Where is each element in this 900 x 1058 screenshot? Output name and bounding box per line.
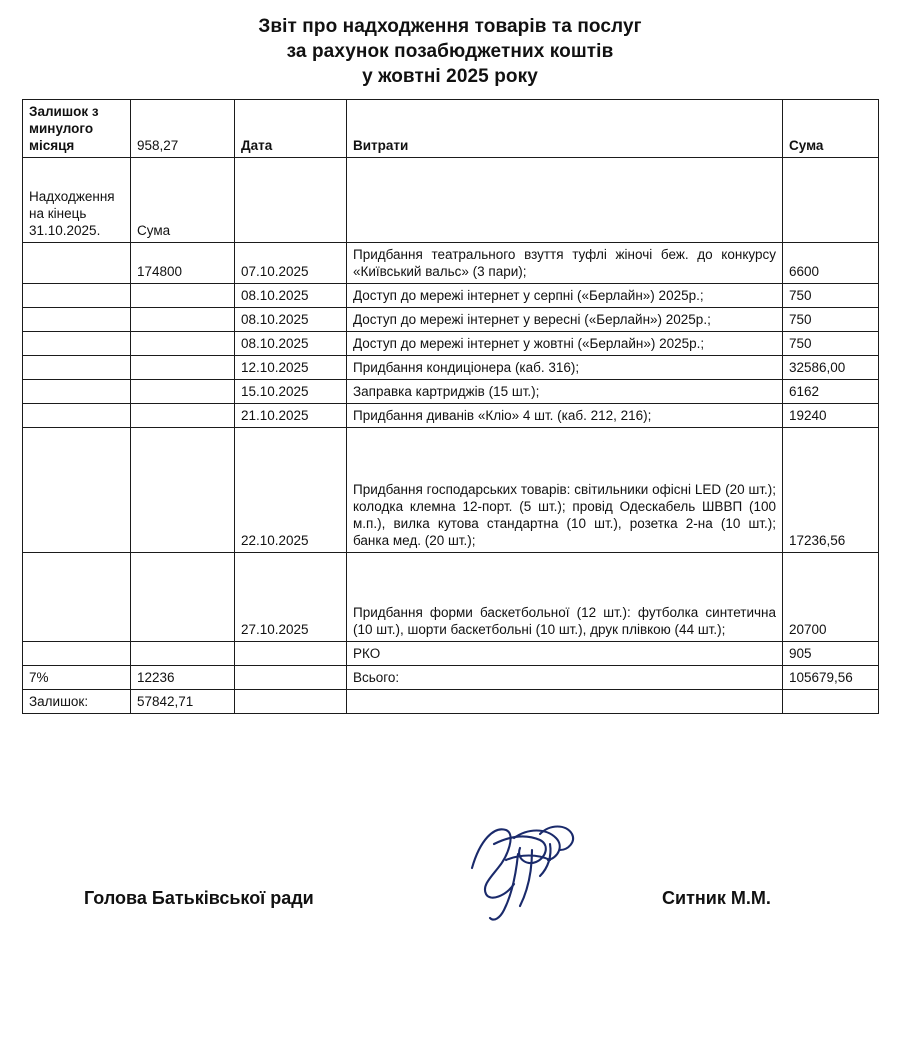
row-col-b bbox=[131, 428, 235, 553]
row-date bbox=[235, 642, 347, 666]
signature-name: Ситник М.М. bbox=[662, 888, 771, 908]
row-col-a bbox=[23, 404, 131, 428]
table-totals-row bbox=[23, 666, 879, 690]
table-row bbox=[23, 380, 879, 404]
row-date: 08.10.2025 bbox=[235, 308, 347, 332]
table-row bbox=[23, 404, 879, 428]
header-balance-prev-label: Залишок з минулого місяця bbox=[23, 100, 131, 158]
title-line-2: за рахунок позабюджетних коштів bbox=[286, 41, 614, 62]
header-balance-prev-value: 958,27 bbox=[131, 100, 235, 158]
report-table bbox=[22, 99, 879, 714]
header-expenses-label: Витрати bbox=[347, 100, 783, 158]
table-header-row bbox=[23, 100, 879, 158]
row-expense: Заправка картриджів (15 шт.); bbox=[347, 380, 783, 404]
table-balance-row bbox=[23, 690, 879, 714]
row-col-b bbox=[131, 404, 235, 428]
row-col-b bbox=[131, 284, 235, 308]
row-col-a bbox=[23, 356, 131, 380]
row-expense: Придбання форми баскетбольної (12 шт.): футболка синтетична (10 шт.), шорти баскетбольні (10 шт.), друк плівкою (44 шт.); bbox=[347, 553, 783, 642]
row-date: 12.10.2025 bbox=[235, 356, 347, 380]
row-sum: 19240 bbox=[783, 404, 879, 428]
balance-label: Залишок: bbox=[23, 690, 131, 714]
row-col-a bbox=[23, 284, 131, 308]
row-expense: Придбання кондиціонера (каб. 316); bbox=[347, 356, 783, 380]
row-sum: 905 bbox=[783, 642, 879, 666]
row-sum: 750 bbox=[783, 332, 879, 356]
row-expense: Доступ до мережі інтернет у вересні («Берлайн») 2025р.; bbox=[347, 308, 783, 332]
row-sum: 6162 bbox=[783, 380, 879, 404]
totals-empty-date bbox=[235, 666, 347, 690]
row-col-b: 174800 bbox=[131, 243, 235, 284]
balance-empty-sum bbox=[783, 690, 879, 714]
signature-block bbox=[22, 810, 878, 930]
header-income-label: Надходження на кінець 31.10.2025. bbox=[23, 158, 131, 243]
table-row bbox=[23, 356, 879, 380]
table-row bbox=[23, 642, 879, 666]
row-col-a bbox=[23, 243, 131, 284]
row-col-a bbox=[23, 553, 131, 642]
title-line-1: Звіт про надходження товарів та послуг bbox=[258, 16, 642, 37]
row-col-b bbox=[131, 308, 235, 332]
table-row bbox=[23, 332, 879, 356]
header-income-sum-label: Сума bbox=[131, 158, 235, 243]
row-date: 22.10.2025 bbox=[235, 428, 347, 553]
row-date: 21.10.2025 bbox=[235, 404, 347, 428]
row-col-a bbox=[23, 308, 131, 332]
table-row bbox=[23, 243, 879, 284]
row-sum: 32586,00 bbox=[783, 356, 879, 380]
row-col-a bbox=[23, 428, 131, 553]
row-sum: 750 bbox=[783, 284, 879, 308]
total-label: Всього: bbox=[347, 666, 783, 690]
table-row bbox=[23, 308, 879, 332]
table-row bbox=[23, 428, 879, 553]
header-date-label: Дата bbox=[235, 100, 347, 158]
percent-label: 7% bbox=[23, 666, 131, 690]
row-expense: Придбання театрального взуття туфлі жіночі беж. до конкурсу «Київський вальс» (3 пари); bbox=[347, 243, 783, 284]
row-date: 07.10.2025 bbox=[235, 243, 347, 284]
row-expense: Доступ до мережі інтернет у серпні («Берлайн») 2025р.; bbox=[347, 284, 783, 308]
empty-cell-date bbox=[235, 158, 347, 243]
row-col-a bbox=[23, 642, 131, 666]
row-col-b bbox=[131, 332, 235, 356]
balance-empty-date bbox=[235, 690, 347, 714]
table-row bbox=[23, 553, 879, 642]
page-title bbox=[22, 14, 878, 89]
row-col-b bbox=[131, 380, 235, 404]
header-sum-label: Сума bbox=[783, 100, 879, 158]
row-expense: Доступ до мережі інтернет у жовтні («Берлайн») 2025р.; bbox=[347, 332, 783, 356]
title-line-3: у жовтні 2025 року bbox=[362, 66, 538, 87]
row-expense: РКО bbox=[347, 642, 783, 666]
row-col-a bbox=[23, 380, 131, 404]
total-value: 105679,56 bbox=[783, 666, 879, 690]
table-income-row bbox=[23, 158, 879, 243]
row-sum: 17236,56 bbox=[783, 428, 879, 553]
row-sum: 6600 bbox=[783, 243, 879, 284]
balance-value: 57842,71 bbox=[131, 690, 235, 714]
handwritten-signature-icon bbox=[454, 810, 604, 925]
row-col-b bbox=[131, 642, 235, 666]
row-col-b bbox=[131, 553, 235, 642]
row-date: 15.10.2025 bbox=[235, 380, 347, 404]
percent-value: 12236 bbox=[131, 666, 235, 690]
signature-role: Голова Батьківської ради bbox=[84, 888, 314, 908]
empty-cell-expense bbox=[347, 158, 783, 243]
row-date: 08.10.2025 bbox=[235, 284, 347, 308]
row-sum: 20700 bbox=[783, 553, 879, 642]
balance-empty-expense bbox=[347, 690, 783, 714]
row-expense: Придбання диванів «Кліо» 4 шт. (каб. 212, 216); bbox=[347, 404, 783, 428]
row-expense: Придбання господарських товарів: світильники офісні LED (20 шт.); колодка клемна 12-порт. (5 шт.); провід Одескабель ШВВП (100 м.п.), вилка кутова стандартна (10 шт.), розетка 2-на (10 шт.); банка мед. (20 шт.); bbox=[347, 428, 783, 553]
row-col-a bbox=[23, 332, 131, 356]
row-date: 08.10.2025 bbox=[235, 332, 347, 356]
row-date: 27.10.2025 bbox=[235, 553, 347, 642]
row-sum: 750 bbox=[783, 308, 879, 332]
row-col-b bbox=[131, 356, 235, 380]
table-row bbox=[23, 284, 879, 308]
empty-cell-sum bbox=[783, 158, 879, 243]
